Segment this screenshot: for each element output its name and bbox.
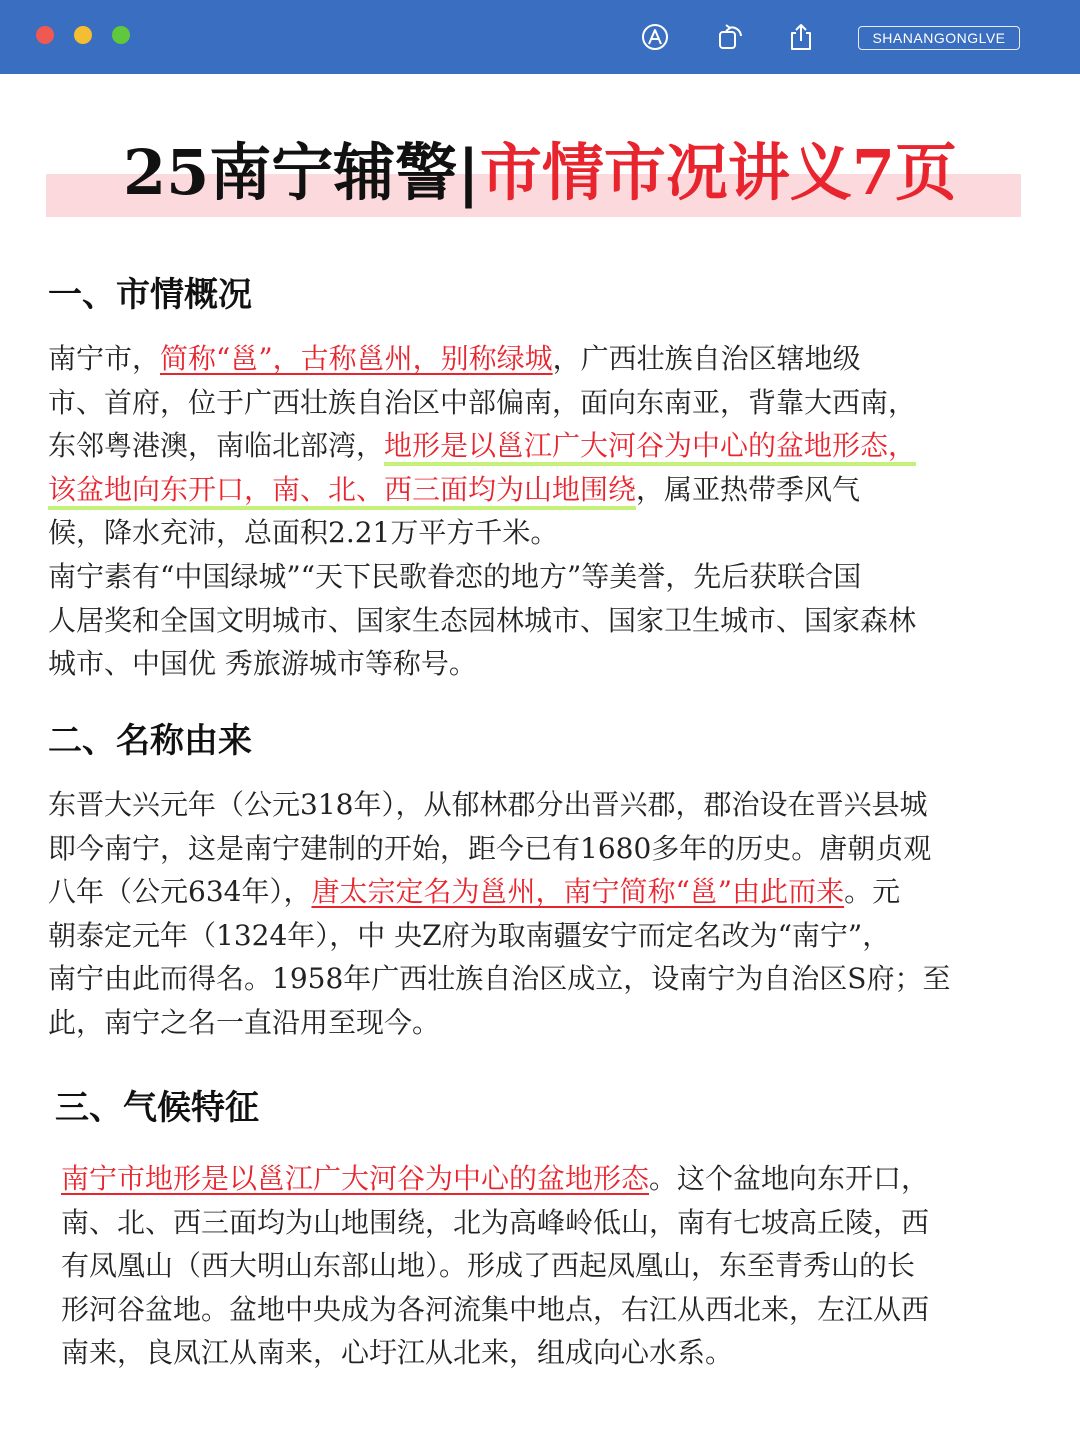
paragraph-line: 南、北、西三面均为山地围绕，北为高峰岭低山，南有七坡高丘陵，西 [61,1205,930,1239]
paragraph-line: 南宁市，简称“邕”，古称邕州，别称绿城，广西壮族自治区辖地级 [48,342,861,375]
section-1-paragraph [48,337,916,686]
paragraph-line: 人居奖和全国文明城市、国家生态园林城市、国家卫生城市、国家森林 [48,603,917,637]
paragraph-line: 南宁素有“中国绿城”“天下民歌眷恋的地方”等美誉，先后获联合国 [48,559,862,593]
highlight-text: 该盆地向东开口，南、北、西三面均为山地围绕 [48,473,636,510]
paragraph-line: 南来，良凤江从南来，心圩江从北来，组成向心水系。 [61,1336,734,1370]
paragraph-line: 南宁市地形是以邕江广大河谷为中心的盆地形态。这个盆地向东开口， [61,1162,930,1195]
title-part-1: 25南宁辅警 [123,136,458,209]
paragraph-line: 市、首府，位于广西壮族自治区中部偏南，面向东南亚，背靠大西南， [48,385,917,419]
paragraph-line: 东邻粤港澳，南临北部湾，地形是以邕江广大河谷为中心的盆地形态， [48,424,916,468]
highlight-text: 南宁市地形是以邕江广大河谷为中心的盆地形态 [61,1162,650,1195]
paragraph-line: 该盆地向东开口，南、北、西三面均为山地围绕，属亚热带季风气 [48,468,916,512]
paragraph-line: 有凤凰山（西大明山东部山地）。形成了西起凤凰山，东至青秀山的长 [61,1249,916,1283]
page-title [0,128,1080,218]
section-3-paragraph [61,1157,929,1375]
title-part-2: 市情市况讲义7页 [479,136,957,209]
paragraph-line: 城市、中国优 秀旅游城市等称号。 [48,647,477,681]
highlight-text: 地形是以邕江广大河谷为中心的盆地形态， [384,429,916,466]
watermark-badge: SHANANGONGLVE [858,26,1020,50]
paragraph-line: 朝泰定元年（1324年），中 央Z府为取南疆安宁而定名改为“南宁”， [48,918,891,952]
section-2-heading: 二、名称由来 [48,721,252,761]
zoom-window-button[interactable] [112,26,130,44]
window-titlebar [0,0,1080,74]
section-3-heading: 三、气候特征 [55,1088,259,1128]
paragraph-line: 形河谷盆地。盆地中央成为各河流集中地点，右江从西北来，左江从西 [61,1292,930,1326]
share-icon[interactable] [786,22,816,52]
title-separator: | [457,136,480,209]
paragraph-line: 即今南宁，这是南宁建制的开始，距今已有1680多年的历史。唐朝贞观 [48,831,932,865]
minimize-window-button[interactable] [74,26,92,44]
paragraph-line: 此，南宁之名一直沿用至现今。 [48,1005,441,1039]
section-2-paragraph [48,783,950,1045]
paragraph-line: 东晋大兴元年（公元318年），从郁林郡分出晋兴郡，郡治设在晋兴县城 [48,788,928,821]
highlight-text: 简称“邕”，古称邕州，别称绿城 [160,342,553,375]
highlight-text: 唐太宗定名为邕州，南宁简称“邕”由此而来 [311,875,845,909]
close-window-button[interactable] [36,26,54,44]
paragraph-line: 候，降水充沛，总面积2.21万平方千米。 [48,516,559,550]
paragraph-line: 南宁由此而得名。1958年广西壮族自治区成立，设南宁为自治区S府；至 [48,962,951,996]
section-1-heading: 一、市情概况 [48,275,252,315]
paragraph-line: 八年（公元634年），唐太宗定名为邕州，南宁简称“邕”由此而来。元 [48,875,901,909]
markup-pen-icon[interactable] [640,22,670,52]
rotate-icon[interactable] [716,22,746,52]
